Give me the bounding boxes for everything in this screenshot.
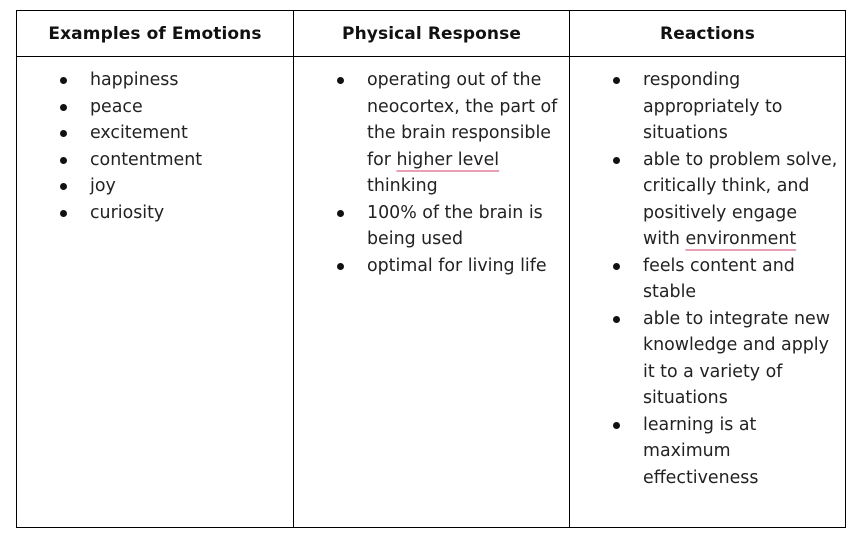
list-item: [294, 67, 569, 200]
list-item: responding appropriately to situations: [570, 67, 845, 147]
header-physical-response: Physical Response: [293, 11, 569, 57]
list-item: able to integrate new knowledge and apply it to a variety of situations: [570, 306, 845, 412]
emotions-list: [17, 67, 293, 226]
reactions-cell: [569, 57, 845, 527]
header-reactions: Reactions: [569, 11, 845, 57]
list-item: excitement: [17, 120, 293, 147]
emotions-table: [16, 10, 846, 528]
list-item-text: able to problem solve, critically think, and positively engage with: [643, 149, 838, 249]
list-item: optimal for living life: [294, 253, 569, 280]
list-item: [570, 147, 845, 253]
list-item: happiness: [17, 67, 293, 94]
list-item: contentment: [17, 147, 293, 174]
list-item-text: operating out of the neocortex, the part of the brain responsible for: [367, 70, 558, 170]
physical-response-list: [294, 67, 569, 279]
list-item: learning is at maximum effectiveness: [570, 412, 845, 492]
reactions-list: [570, 67, 845, 491]
list-item: feels content and stable: [570, 253, 845, 306]
list-item: joy: [17, 173, 293, 200]
spellcheck-marked-text[interactable]: environment: [685, 229, 797, 249]
list-item: 100% of the brain is being used: [294, 200, 569, 253]
list-item-text: thinking: [367, 176, 438, 196]
list-item: curiosity: [17, 200, 293, 227]
emotions-cell: [17, 57, 293, 527]
spellcheck-marked-text[interactable]: higher level: [396, 149, 500, 170]
physical-response-cell: [293, 57, 569, 527]
list-item: peace: [17, 94, 293, 121]
header-emotions: Examples of Emotions: [17, 11, 293, 57]
